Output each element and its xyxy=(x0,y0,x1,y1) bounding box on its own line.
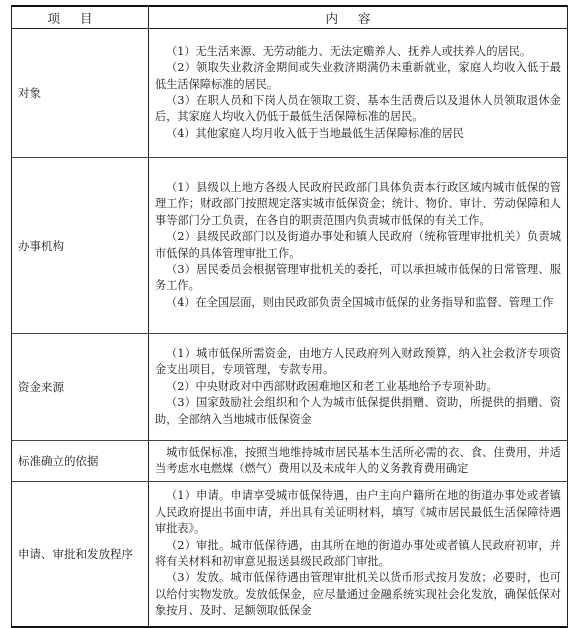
content-item: （3）国家鼓励社会组织和个人为城市低保提供捐赠、资助，所提供的捐赠、资助，全部纳入当地城市低保资金 xyxy=(155,396,561,426)
content-item: （3）发放。城市低保待遇由管理审批机关以货币形式按月发放；必要时，也可以给付实物发放。发放低保金，应尽量通过金融系统实现社会化发放，确保低保对象按月、及时、足额领取低保金 xyxy=(155,571,561,618)
row-label: 办事机构 xyxy=(12,158,149,334)
content-item: （1）城市低保所需资金，由地方人民政府列入财政预算，纳入社会救济专项资金支出项目，专项管理，专款专用。 xyxy=(155,346,561,377)
content-item: （1）无生活来源、无劳动能力、无法定赡养人、抚养人或扶养人的居民。 xyxy=(166,44,532,58)
content-item: （2）审批。城市低保待遇，由其所在地的街道办事处或者镇人民政府初审，并将有关材料和初审意见报送县级民政部门审批。 xyxy=(155,538,561,568)
table-row-funding xyxy=(12,334,568,441)
table-row-procedures xyxy=(12,482,568,628)
table-row-recipients xyxy=(12,29,568,158)
content-item: 城市低保标准，按照当地维持城市居民基本生活所必需的衣、食、住费用，并适当考虑水电燃煤（燃气）费用以及未成年人的义务教育费用确定 xyxy=(155,445,561,475)
row-content xyxy=(149,158,568,334)
policy-table-container xyxy=(11,5,567,618)
table-body xyxy=(12,29,568,628)
row-content xyxy=(149,482,568,628)
header-item: 项目 xyxy=(12,6,149,29)
content-item: （2）领取失业救济金期间或失业救济期满仍未重新就业，家庭人均收入低于最低生活保障标准的居民。 xyxy=(155,61,561,91)
row-label: 资金来源 xyxy=(12,334,149,441)
content-item: （4）在全国层面，则由民政部负责全国城市低保的业务指导和监督、管理工作 xyxy=(166,295,554,309)
header-content: 内容 xyxy=(149,6,568,29)
content-item: （1）申请。申请享受城市低保待遇，由户主向户籍所在地的街道办事处或者镇人民政府提出书面申请，并出具有关证明材料，填写《城市居民最低生活保障待遇审批表》。 xyxy=(155,489,561,536)
content-item: （2）中央财政对中西部财政困难地区和老工业基地给予专项补助。 xyxy=(166,379,498,393)
row-label: 对象 xyxy=(12,29,149,158)
row-label: 申请、审批和发放程序 xyxy=(12,482,149,628)
header-row xyxy=(12,6,568,29)
content-item: （1）县级以上地方各级人民政府民政部门具体负责本行政区域内城市低保的管理工作；财政部门按照规定落实城市低保资金；统计、物价、审计、劳动保障和人事等部门分工负责，在各自的职责范围内负责城市低保的有关工作。 xyxy=(155,180,561,227)
content-item: （2）县级民政部门以及街道办事处和镇人民政府（统称管理审批机关）负责城市低保的具体管理审批工作。 xyxy=(155,230,561,260)
content-item: （4）其他家庭人均月收入低于当地最低生活保障标准的居民 xyxy=(166,126,464,140)
row-content xyxy=(149,441,568,482)
row-content xyxy=(149,29,568,158)
table-row-standard-basis xyxy=(12,441,568,482)
policy-table xyxy=(11,5,568,628)
table-row-agencies xyxy=(12,158,568,334)
content-item: （3）居民委员会根据管理审批机关的委托，可以承担城市低保的日常管理、服务工作。 xyxy=(155,262,561,293)
row-content xyxy=(149,334,568,441)
row-label: 标准确立的依据 xyxy=(12,441,149,482)
table-header xyxy=(12,6,568,29)
content-item: （3）在职人员和下岗人员在领取工资、基本生活费后以及退休人员领取退休金后，其家庭人均收入仍低于最低生活保障标准的居民。 xyxy=(155,94,561,124)
